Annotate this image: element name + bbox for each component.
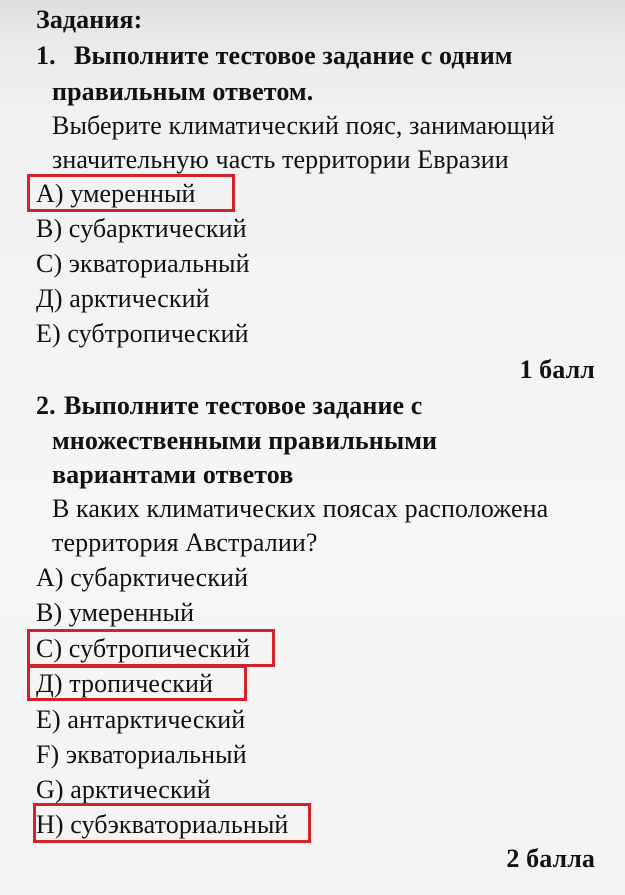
task2-question-line1: В каких климатических поясах расположена — [52, 494, 549, 523]
task2-title-line1: Выполните тестовое задание с — [64, 391, 423, 420]
task2-option-g: G) арктический — [36, 775, 211, 804]
task2-score: 2 балла — [506, 844, 595, 873]
task2-option-e: Е) антарктический — [36, 705, 246, 734]
task1-option-b: В) субарктический — [36, 214, 247, 243]
task2-question-line2: территория Австралии? — [52, 528, 318, 557]
task1-question-line2: значительную часть территории Евразии — [52, 145, 509, 174]
task1-title-line2: правильным ответом. — [52, 77, 314, 106]
task1-title-line1: Выполните тестовое задание с одним — [74, 41, 513, 70]
task1-option-a: А) умеренный — [36, 179, 196, 208]
task2-option-c: С) субтропический — [36, 634, 251, 663]
task2-title-line2: множественными правильными — [52, 426, 438, 455]
task2-option-h: H) субэкваториальный — [36, 810, 289, 839]
task1-option-c: С) экваториальный — [36, 249, 250, 278]
task1-question-line1: Выберите климатический пояс, занимающий — [52, 111, 555, 140]
task2-option-f: F) экваториальный — [36, 740, 247, 769]
task2-number: 2. — [36, 391, 56, 420]
task1-number: 1. — [36, 41, 56, 70]
task2-option-d: Д) тропический — [36, 669, 214, 698]
task1-option-d: Д) арктический — [36, 284, 210, 313]
task1-score: 1 балл — [519, 355, 595, 384]
task2-option-b: В) умеренный — [36, 598, 195, 627]
task1-option-e: Е) субтропический — [36, 319, 249, 348]
task2-title-line3: вариантами ответов — [52, 460, 294, 489]
task2-option-a: А) субарктический — [36, 563, 249, 592]
section-header: Задания: — [36, 5, 143, 34]
